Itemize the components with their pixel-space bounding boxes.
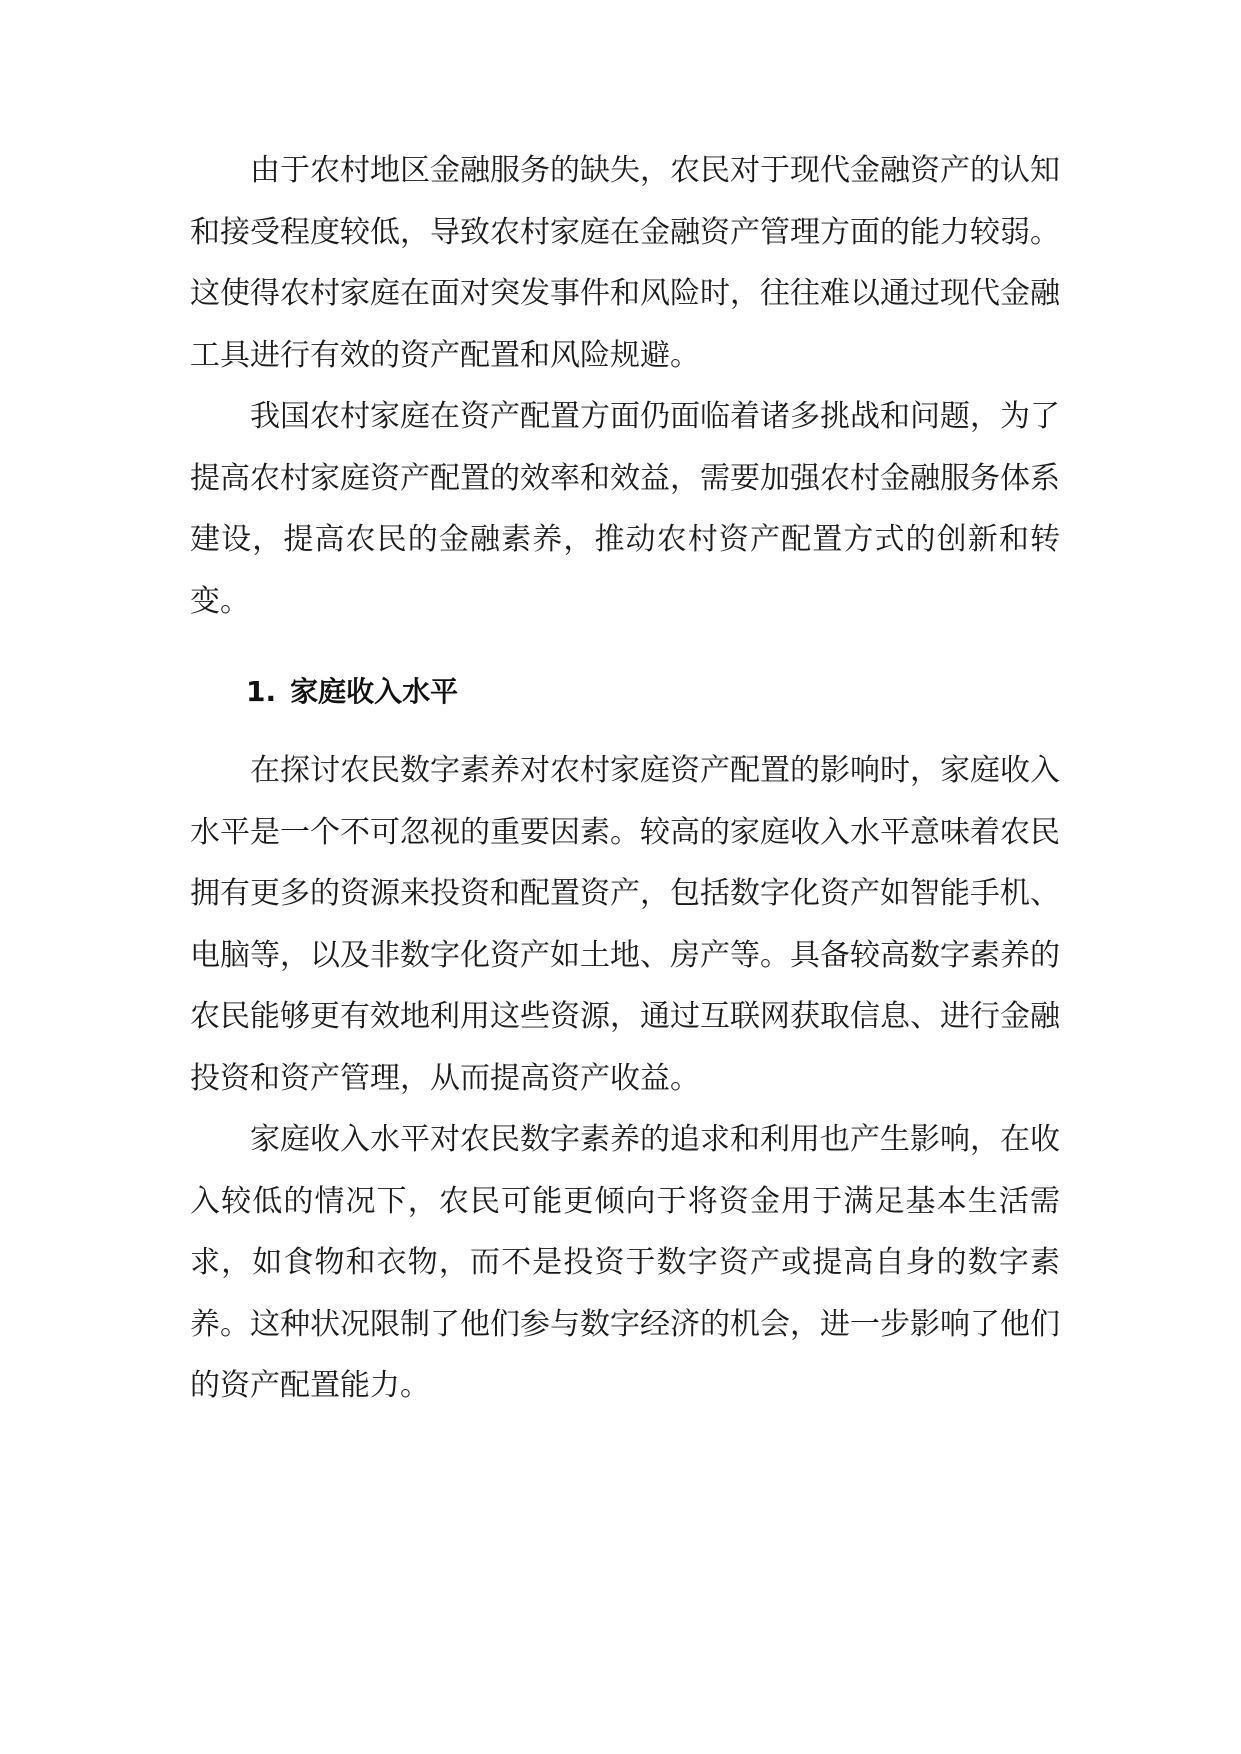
paragraph-financial-services-gap: 由于农村地区金融服务的缺失，农民对于现代金融资产的认知和接受程度较低，导致农村家庭在金融资产管理方面的能力较弱。这使得农村家庭在面对突发事件和风险时，往往难以通过现代金融工具进行有效的资产配置和风险规避。	[190, 153, 1060, 373]
paragraph-challenges: 我国农村家庭在资产配置方面仍面临着诸多挑战和问题，为了提高农村家庭资产配置的效率和效益，需要加强农村金融服务体系建设，提高农民的金融素养，推动农村资产配置方式的创新和转变。	[190, 399, 1060, 619]
section-number: 1.	[246, 675, 277, 708]
paragraph-income-limits: 家庭收入水平对农民数字素养的追求和利用也产生影响，在收入较低的情况下，农民可能更倾向于将资金用于满足基本生活需求，如食物和衣物，而不是投资于数字资产或提高自身的数字素养。这种状况限制了他们参与数字经济的机会，进一步影响了他们的资产配置能力。	[190, 1122, 1060, 1403]
section-title: 家庭收入水平	[290, 675, 459, 708]
document-body	[190, 140, 1060, 1417]
section-heading	[190, 664, 1060, 720]
paragraph-income-influence: 在探讨农民数字素养对农村家庭资产配置的影响时，家庭收入水平是一个不可忽视的重要因素。较高的家庭收入水平意味着农民拥有更多的资源来投资和配置资产，包括数字化资产如智能手机、电脑等，以及非数字化资产如土地、房产等。具备较高数字素养的农民能够更有效地利用这些资源，通过互联网获取信息、进行金融投资和资产管理，从而提高资产收益。	[190, 753, 1060, 1096]
